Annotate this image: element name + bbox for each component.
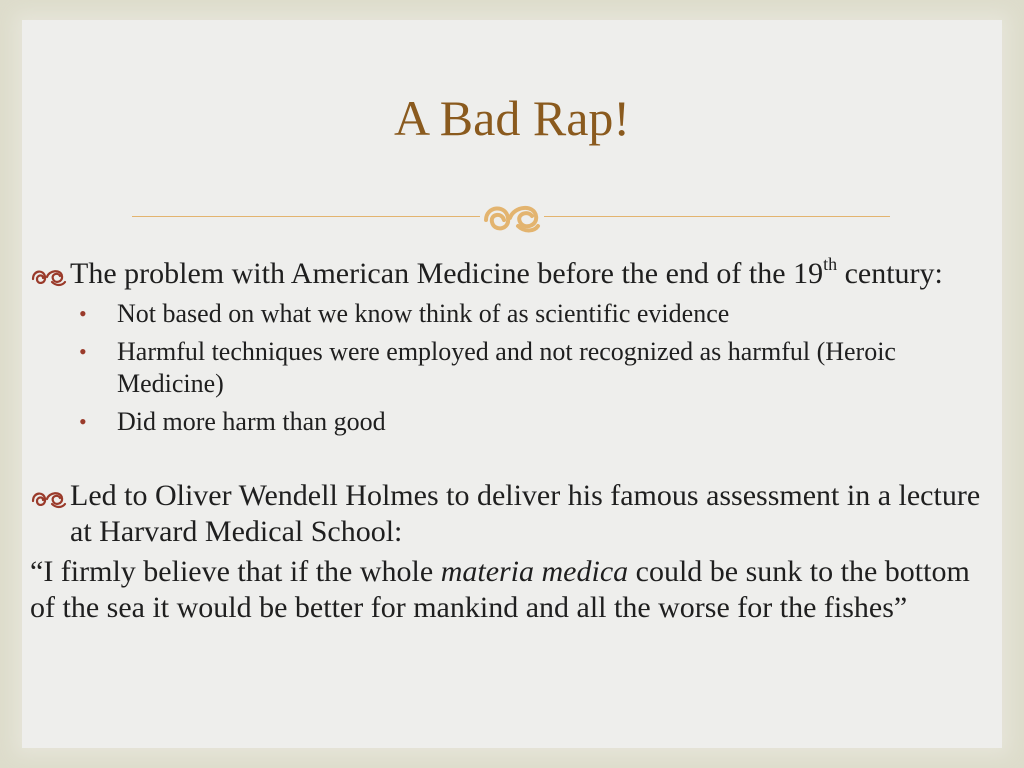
bullet-problem-text: The problem with American Medicine before the end of the 19 xyxy=(70,257,824,290)
bullet-dot-icon: • xyxy=(79,409,87,434)
ornament-rule-left xyxy=(132,216,480,217)
quote-text-start: “I firmly believe that if the whole xyxy=(30,555,441,588)
sub-bullet-list xyxy=(30,298,990,438)
bullet-dot-icon: • xyxy=(79,301,87,326)
list-item-text: Harmful techniques were employed and not recognized as harmful (Heroic Medicine) xyxy=(117,337,896,398)
bullet-flourish-icon xyxy=(30,265,68,287)
bullet-problem xyxy=(30,256,990,292)
bullet-holmes xyxy=(30,478,990,550)
quote-italic-term: materia medica xyxy=(440,555,629,588)
bullet-flourish-icon xyxy=(30,487,68,509)
bullet-holmes-text: Led to Oliver Wendell Holmes to deliver his famous assessment in a lecture at Harvard Medical School: xyxy=(70,479,981,548)
slide-title: A Bad Rap! xyxy=(393,90,631,146)
list-item xyxy=(79,336,990,400)
ornament-rule-right xyxy=(544,216,890,217)
list-item-text: Did more harm than good xyxy=(117,407,386,436)
holmes-quote xyxy=(30,554,990,626)
bullet-dot-icon: • xyxy=(79,339,87,364)
slide-content xyxy=(30,256,990,626)
list-item xyxy=(79,406,990,438)
ordinal-suffix: th xyxy=(823,254,838,274)
bullet-problem-text-end: century: xyxy=(837,257,943,290)
list-item-text: Not based on what we know think of as scientific evidence xyxy=(117,299,730,328)
quote-text-end: could be sunk to the bottom of the sea it would be better for mankind and all the worse for the fishes” xyxy=(30,555,970,624)
list-item xyxy=(79,298,990,330)
flourish-ornament-icon xyxy=(480,196,544,238)
